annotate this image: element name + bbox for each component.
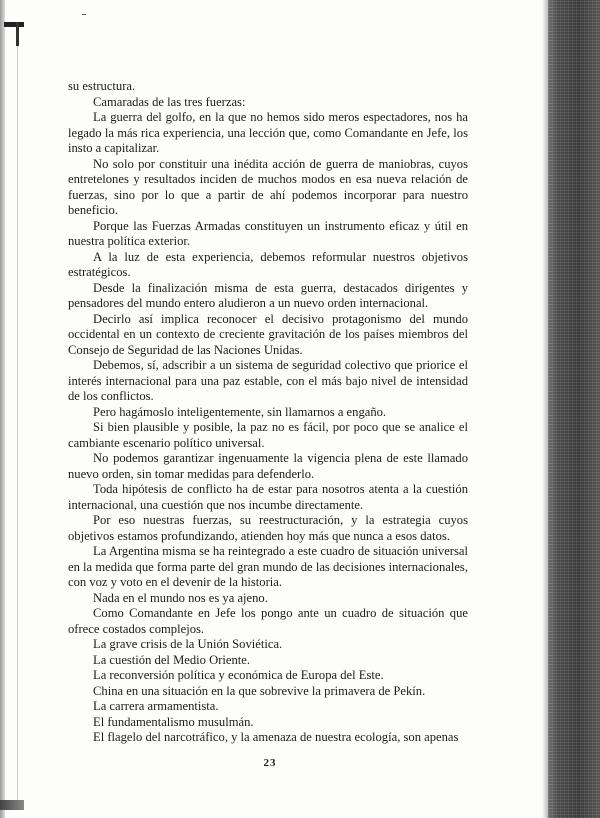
binding-shadow xyxy=(0,0,5,818)
list-line: La cuestión del Medio Oriente. xyxy=(93,652,251,667)
paragraph: A la luz de esta experiencia, debemos reformular nuestros objetivos estratégicos. xyxy=(68,249,468,279)
paragraph: su estructura. xyxy=(68,79,136,93)
paragraph: Pero hagámoslo inteligentemente, sin llamarnos a engaño. xyxy=(93,404,387,419)
list-line: El fundamentalismo musulmán. xyxy=(93,714,254,729)
paragraph: Camaradas de las tres fuerzas: xyxy=(93,94,246,109)
paragraph: Por eso nuestras fuerzas, su reestructuración, y la estrategia cuyos objetivos estamos profundizando, atienden hoy más que nunca a esos datos. xyxy=(68,513,468,543)
list-line: La grave crisis de la Unión Soviética. xyxy=(93,637,283,651)
scan-speck xyxy=(82,14,86,15)
paragraph: No podemos garantizar ingenuamente la vigencia plena de este llamado nuevo orden, sin tomar medidas para defenderlo. xyxy=(68,451,468,481)
paragraph: Decirlo así implica reconocer el decisivo protagonismo del mundo occidental en un contexto de creciente gravitación de los países miembros del Consejo de Seguridad de las Naciones Unidas. xyxy=(68,311,468,357)
scan-dark-border-right xyxy=(548,0,600,818)
paragraph: Debemos, sí, adscribir a un sistema de seguridad colectivo que priorice el interés internacional para una paz estable, con el más bajo nivel de intensidad de los conflictos. xyxy=(68,358,468,403)
scan-artifact-left-line xyxy=(17,40,18,800)
paragraph: La guerra del golfo, en la que no hemos sido meros espectadores, nos ha legado la más rica experiencia, una lección que, como Comandante en Jefe, los insto a capitalizar. xyxy=(68,110,468,155)
paragraph: El flagelo del narcotráfico, y la amenaza de nuestra ecología, son apenas xyxy=(93,730,459,744)
page-number: 23 xyxy=(263,757,277,769)
paragraph: No solo por constituir una inédita acción de guerra de maniobras, cuyos entretelones y resultados inciden de muchos modos en esa nueva relación de fuerzas, sino por lo que a partir de ahí podemos incorporar para nuestro beneficio. xyxy=(68,156,468,217)
body-text xyxy=(68,79,468,746)
scan-artifact-bottom-left xyxy=(0,800,24,810)
paragraph: Porque las Fuerzas Armadas constituyen un instrumento eficaz y útil en nuestra política exterior. xyxy=(68,218,468,248)
list-line: La carrera armamentista. xyxy=(93,699,219,713)
paragraph: La Argentina misma se ha reintegrado a este cuadro de situación universal en la medida que forma parte del gran mundo de las decisiones internacionales, con voz y voto en el devenir de la historia. xyxy=(68,544,468,589)
paragraph: Como Comandante en Jefe los pongo ante un cuadro de situación que ofrece costados complejos. xyxy=(68,606,468,636)
scan-artifact-top-left xyxy=(4,22,24,27)
list-line: La reconversión política y económica de Europa del Este. xyxy=(93,668,384,682)
paragraph: Toda hipótesis de conflicto ha de estar para nosotros atenta a la cuestión internacional, una cuestión que nos incumbe directamente. xyxy=(68,482,468,512)
paragraph: Desde la finalización misma de esta guerra, destacados dirigentes y pensadores del mundo entero aludieron a un nuevo orden internacional. xyxy=(68,280,468,310)
paragraph: Si bien plausible y posible, la paz no es fácil, por poco que se analice el cambiante escenario político universal. xyxy=(68,420,468,450)
list-line: China en una situación en la que sobrevive la primavera de Pekín. xyxy=(93,683,426,698)
paragraph: Nada en el mundo nos es ya ajeno. xyxy=(93,590,268,605)
